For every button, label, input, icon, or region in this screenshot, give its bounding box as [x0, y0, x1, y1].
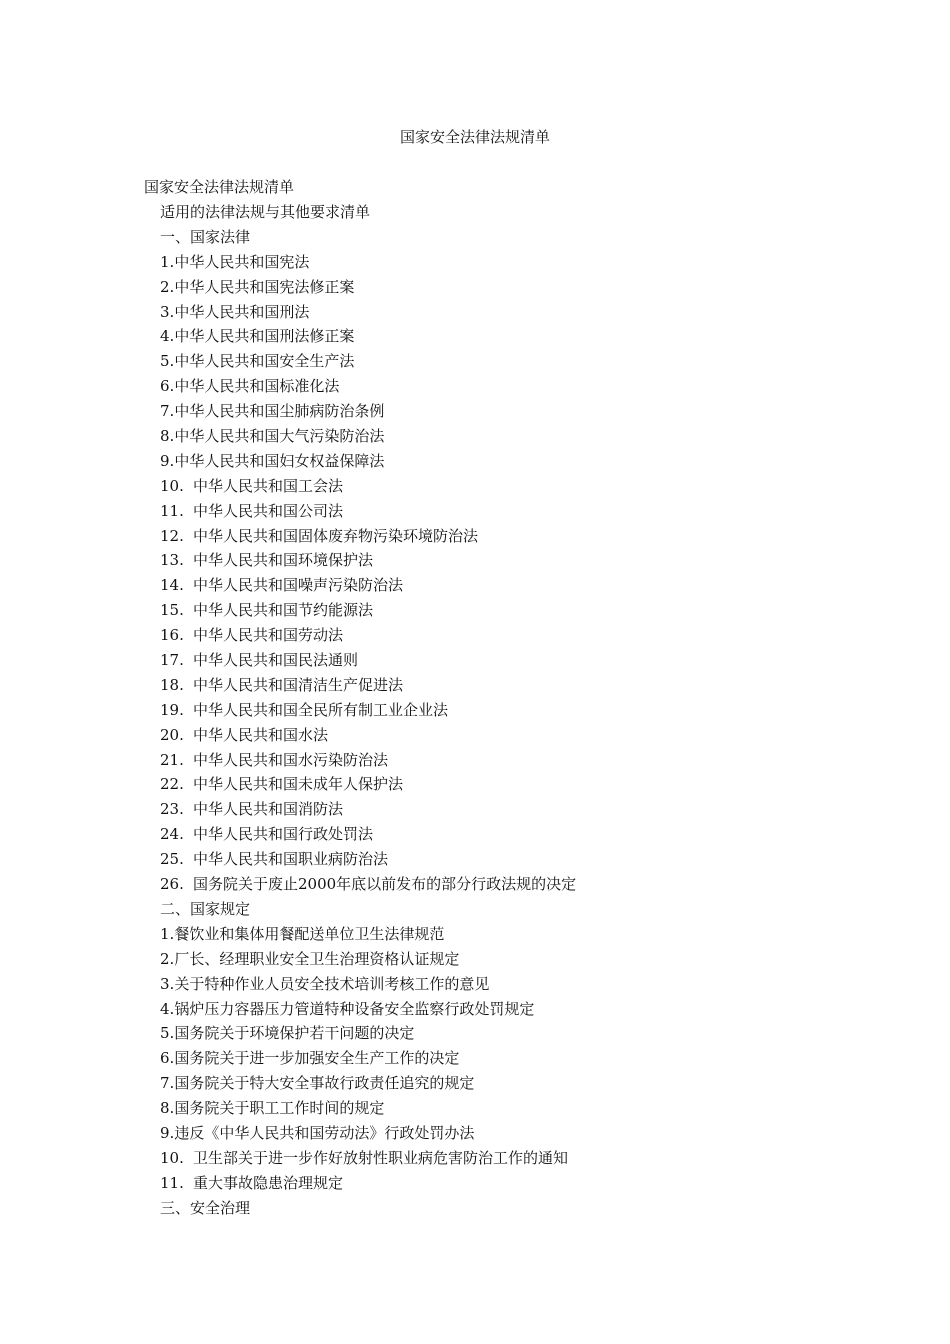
item-number: 10.	[160, 476, 184, 495]
item-number: 1.	[160, 252, 175, 271]
item-text: 中华人民共和国尘肺病防治条例	[174, 402, 385, 421]
section-heading: 一、国家法律	[160, 227, 251, 246]
item-text: 中华人民共和国环境保护法	[193, 551, 374, 570]
list-item	[160, 401, 860, 426]
item-number: 9.	[160, 1123, 175, 1142]
item-number: 25.	[160, 850, 184, 869]
list-item	[160, 277, 860, 302]
item-text: 违反《中华人民共和国劳动法》行政处罚办法	[174, 1123, 475, 1142]
item-number: 7.	[160, 1074, 175, 1093]
list-item	[160, 849, 860, 874]
item-number: 5.	[160, 1024, 175, 1043]
list-item	[160, 376, 860, 401]
item-number: 4.	[160, 999, 175, 1018]
item-text: 中华人民共和国妇女权益保障法	[174, 451, 385, 470]
item-text: 中华人民共和国刑法修正案	[174, 327, 355, 346]
item-text: 中华人民共和国清洁生产促进法	[193, 675, 404, 694]
list-item	[160, 476, 860, 501]
item-number: 8.	[160, 427, 175, 446]
section-heading: 二、国家规定	[160, 899, 251, 918]
list-item	[160, 1048, 860, 1073]
list-item	[160, 426, 860, 451]
item-number: 6.	[160, 1049, 175, 1068]
item-number: 8.	[160, 1099, 175, 1118]
item-text: 卫生部关于进一步作好放射性职业病危害防治工作的通知	[193, 1148, 569, 1167]
item-text: 中华人民共和国固体废弃物污染环境防治法	[193, 526, 479, 545]
item-number: 18.	[160, 675, 184, 694]
item-number: 2.	[160, 277, 175, 296]
list-item	[160, 774, 860, 799]
item-text: 中华人民共和国消防法	[193, 800, 344, 819]
list-item	[160, 974, 860, 999]
list-item	[160, 526, 860, 551]
item-text: 国务院关于废止2000年底以前发布的部分行政法规的决定	[193, 875, 577, 894]
item-number: 3.	[160, 302, 175, 321]
item-text: 中华人民共和国安全生产法	[174, 352, 355, 371]
item-text: 中华人民共和国节约能源法	[193, 601, 374, 620]
regulation-list	[160, 227, 860, 1223]
list-item	[160, 625, 860, 650]
item-text: 中华人民共和国噪声污染防治法	[193, 576, 404, 595]
list-item	[160, 874, 860, 899]
item-text: 中华人民共和国宪法修正案	[174, 277, 355, 296]
item-number: 26.	[160, 875, 184, 894]
item-text: 厂长、经理职业安全卫生治理资格认证规定	[174, 949, 460, 968]
list-item	[160, 302, 860, 327]
item-text: 中华人民共和国宪法	[174, 252, 310, 271]
list-item	[160, 1073, 860, 1098]
list-item	[160, 924, 860, 949]
item-number: 17.	[160, 651, 184, 670]
item-text: 中华人民共和国公司法	[193, 501, 344, 520]
item-text: 中华人民共和国水污染防治法	[193, 750, 389, 769]
item-text: 国务院关于进一步加强安全生产工作的决定	[174, 1049, 460, 1068]
item-text: 国务院关于职工工作时间的规定	[174, 1099, 385, 1118]
list-item	[160, 1173, 860, 1198]
item-number: 14.	[160, 576, 184, 595]
item-number: 24.	[160, 825, 184, 844]
item-number: 23.	[160, 800, 184, 819]
item-text: 中华人民共和国未成年人保护法	[193, 775, 404, 794]
item-number: 21.	[160, 750, 184, 769]
item-number: 3.	[160, 974, 175, 993]
item-text: 关于特种作业人员安全技术培训考核工作的意见	[174, 974, 490, 993]
list-item	[160, 1123, 860, 1148]
page-title: 国家安全法律法规清单	[399, 128, 550, 146]
list-item	[160, 501, 860, 526]
list-item	[160, 799, 860, 824]
list-item	[160, 1098, 860, 1123]
list-item	[160, 750, 860, 775]
item-number: 19.	[160, 700, 184, 719]
item-text: 中华人民共和国行政处罚法	[193, 825, 374, 844]
document-heading: 国家安全法律法规清单	[144, 178, 295, 196]
item-number: 6.	[160, 377, 175, 396]
list-item	[160, 1148, 860, 1173]
item-number: 13.	[160, 551, 184, 570]
document-subtitle: 适用的法律法规与其他要求清单	[160, 203, 371, 221]
item-text: 中华人民共和国标准化法	[174, 377, 340, 396]
item-number: 10.	[160, 1148, 184, 1167]
list-item	[160, 575, 860, 600]
item-number: 20.	[160, 725, 184, 744]
list-item	[160, 824, 860, 849]
section-heading: 三、安全治理	[160, 1198, 251, 1217]
list-item	[160, 949, 860, 974]
list-item	[160, 326, 860, 351]
item-text: 中华人民共和国民法通则	[193, 651, 359, 670]
list-item	[160, 550, 860, 575]
item-text: 重大事故隐患治理规定	[193, 1173, 344, 1192]
item-number: 7.	[160, 402, 175, 421]
list-item	[160, 725, 860, 750]
list-item	[160, 451, 860, 476]
item-text: 中华人民共和国劳动法	[193, 626, 344, 645]
list-item	[160, 252, 860, 277]
list-item	[160, 700, 860, 725]
list-item	[160, 675, 860, 700]
item-number: 11.	[160, 501, 184, 520]
item-text: 锅炉压力容器压力管道特种设备安全监察行政处罚规定	[174, 999, 535, 1018]
list-item	[160, 351, 860, 376]
item-text: 中华人民共和国刑法	[174, 302, 310, 321]
item-text: 中华人民共和国大气污染防治法	[174, 427, 385, 446]
item-number: 9.	[160, 451, 175, 470]
item-number: 2.	[160, 949, 175, 968]
item-number: 16.	[160, 626, 184, 645]
list-item	[160, 999, 860, 1024]
list-item	[160, 600, 860, 625]
item-number: 12.	[160, 526, 184, 545]
item-number: 15.	[160, 601, 184, 620]
list-item	[160, 1023, 860, 1048]
item-number: 11.	[160, 1173, 184, 1192]
item-text: 餐饮业和集体用餐配送单位卫生法律规范	[174, 924, 445, 943]
item-number: 22.	[160, 775, 184, 794]
list-item	[160, 650, 860, 675]
item-text: 国务院关于特大安全事故行政责任追究的规定	[174, 1074, 475, 1093]
item-number: 1.	[160, 924, 175, 943]
item-text: 中华人民共和国工会法	[193, 476, 344, 495]
item-number: 5.	[160, 352, 175, 371]
item-text: 中华人民共和国水法	[193, 725, 329, 744]
item-text: 国务院关于环境保护若干问题的决定	[174, 1024, 415, 1043]
item-number: 4.	[160, 327, 175, 346]
item-text: 中华人民共和国全民所有制工业企业法	[193, 700, 449, 719]
item-text: 中华人民共和国职业病防治法	[193, 850, 389, 869]
